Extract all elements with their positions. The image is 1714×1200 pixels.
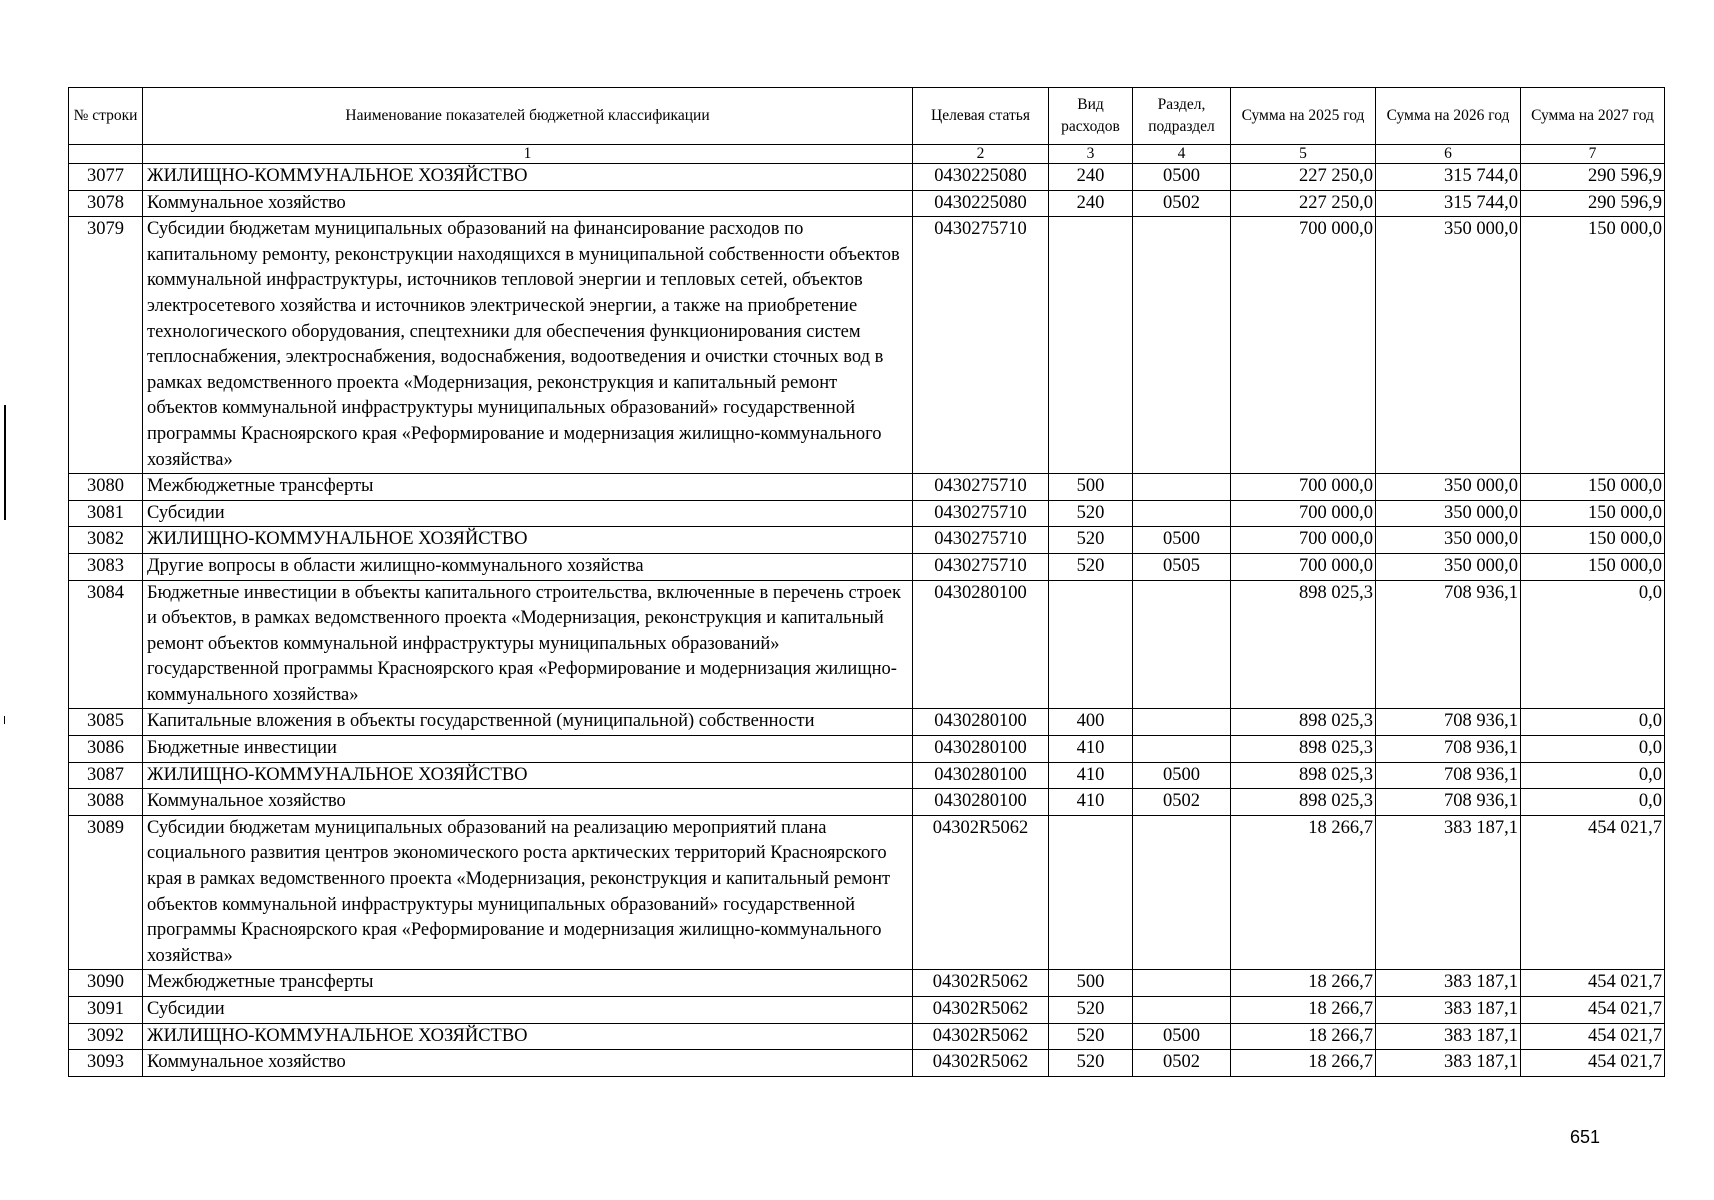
table-row (69, 997, 1665, 1024)
header-name: Наименование показателей бюджетной классификации (143, 88, 913, 145)
row-name: ЖИЛИЩНО-КОММУНАЛЬНОЕ ХОЗЯЙСТВО (143, 762, 913, 789)
row-section (1133, 580, 1231, 709)
row-expense-type: 520 (1049, 553, 1133, 580)
row-expense-type: 520 (1049, 1050, 1133, 1077)
row-section: 0500 (1133, 762, 1231, 789)
row-number: 3090 (69, 970, 143, 997)
column-number: 5 (1231, 145, 1376, 164)
row-sum-2025: 18 266,7 (1231, 970, 1376, 997)
column-number: 7 (1521, 145, 1665, 164)
table-row (69, 474, 1665, 501)
row-sum-2025: 18 266,7 (1231, 1023, 1376, 1050)
row-target-article: 04302R5062 (913, 815, 1049, 970)
row-expense-type (1049, 580, 1133, 709)
row-sum-2026: 708 936,1 (1376, 709, 1521, 736)
row-name: Коммунальное хозяйство (143, 789, 913, 816)
row-sum-2026: 383 187,1 (1376, 997, 1521, 1024)
row-sum-2025: 18 266,7 (1231, 815, 1376, 970)
column-number (69, 145, 143, 164)
table-row (69, 815, 1665, 970)
column-number: 1 (143, 145, 913, 164)
row-sum-2027: 454 021,7 (1521, 1050, 1665, 1077)
row-sum-2027: 150 000,0 (1521, 474, 1665, 501)
row-target-article: 0430280100 (913, 762, 1049, 789)
margin-mark-small (4, 716, 5, 724)
header-sum-2025: Сумма на 2025 год (1231, 88, 1376, 145)
row-expense-type: 410 (1049, 789, 1133, 816)
row-name: Коммунальное хозяйство (143, 190, 913, 217)
row-number: 3091 (69, 997, 143, 1024)
page-number: 651 (1570, 1127, 1601, 1147)
row-name: Межбюджетные трансферты (143, 474, 913, 501)
row-sum-2026: 350 000,0 (1376, 527, 1521, 554)
row-number: 3089 (69, 815, 143, 970)
row-sum-2026: 350 000,0 (1376, 553, 1521, 580)
table-row (69, 527, 1665, 554)
row-sum-2026: 315 744,0 (1376, 164, 1521, 191)
row-name: Капитальные вложения в объекты государственной (муниципальной) собственности (143, 709, 913, 736)
row-expense-type: 500 (1049, 474, 1133, 501)
row-target-article: 0430275710 (913, 500, 1049, 527)
row-sum-2025: 700 000,0 (1231, 217, 1376, 474)
table-row (69, 789, 1665, 816)
row-target-article: 0430280100 (913, 709, 1049, 736)
row-sum-2027: 0,0 (1521, 580, 1665, 709)
header-target: Целевая статья (913, 88, 1049, 145)
row-sum-2025: 700 000,0 (1231, 527, 1376, 554)
row-sum-2027: 454 021,7 (1521, 970, 1665, 997)
row-target-article: 0430275710 (913, 527, 1049, 554)
row-expense-type: 520 (1049, 1023, 1133, 1050)
row-number: 3085 (69, 709, 143, 736)
row-name: Коммунальное хозяйство (143, 1050, 913, 1077)
row-sum-2025: 18 266,7 (1231, 1050, 1376, 1077)
row-expense-type: 520 (1049, 527, 1133, 554)
row-target-article: 04302R5062 (913, 970, 1049, 997)
row-section (1133, 217, 1231, 474)
row-name: Бюджетные инвестиции (143, 736, 913, 763)
row-sum-2025: 700 000,0 (1231, 474, 1376, 501)
row-sum-2027: 150 000,0 (1521, 500, 1665, 527)
row-number: 3093 (69, 1050, 143, 1077)
row-expense-type: 520 (1049, 997, 1133, 1024)
table-row (69, 709, 1665, 736)
row-sum-2026: 350 000,0 (1376, 217, 1521, 474)
row-sum-2026: 708 936,1 (1376, 580, 1521, 709)
row-number: 3086 (69, 736, 143, 763)
row-target-article: 0430275710 (913, 474, 1049, 501)
row-sum-2026: 350 000,0 (1376, 474, 1521, 501)
row-name: Субсидии бюджетам муниципальных образований на финансирование расходов по капитальному ремонту, реконструкции находящихся в муниципальной собственности объектов коммунальной инфраструктуры, источников тепловой энергии и тепловых сетей, объектов электросетевого хозяйства и источников электрической энергии, а также на приобретение технологического оборудования, спецтехники для обеспечения функционирования систем теплоснабжения, электроснабжения, водоснабжения, водоотведения и очистки сточных вод в рамках ведомственного проекта «Модернизация, реконструкция и капитальный ремонт объектов коммунальной инфраструктуры муниципальных образований» государственной программы Красноярского края «Реформирование и модернизация жилищно-коммунального хозяйства» (143, 217, 913, 474)
row-sum-2026: 383 187,1 (1376, 970, 1521, 997)
row-expense-type (1049, 217, 1133, 474)
row-sum-2027: 150 000,0 (1521, 527, 1665, 554)
row-section (1133, 997, 1231, 1024)
margin-mark (4, 405, 6, 520)
row-section: 0500 (1133, 527, 1231, 554)
row-number: 3083 (69, 553, 143, 580)
row-sum-2026: 708 936,1 (1376, 736, 1521, 763)
row-name: ЖИЛИЩНО-КОММУНАЛЬНОЕ ХОЗЯЙСТВО (143, 527, 913, 554)
row-section (1133, 474, 1231, 501)
row-sum-2027: 0,0 (1521, 789, 1665, 816)
header-sum-2027: Сумма на 2027 год (1521, 88, 1665, 145)
column-number: 4 (1133, 145, 1231, 164)
row-sum-2027: 290 596,9 (1521, 190, 1665, 217)
row-expense-type: 520 (1049, 500, 1133, 527)
row-sum-2027: 150 000,0 (1521, 553, 1665, 580)
row-number: 3084 (69, 580, 143, 709)
row-sum-2025: 898 025,3 (1231, 580, 1376, 709)
table-row (69, 736, 1665, 763)
row-sum-2026: 708 936,1 (1376, 762, 1521, 789)
table-header-row (69, 88, 1665, 145)
column-number-row (69, 145, 1665, 164)
table-row (69, 1050, 1665, 1077)
row-sum-2027: 454 021,7 (1521, 1023, 1665, 1050)
row-section (1133, 815, 1231, 970)
row-target-article: 04302R5062 (913, 997, 1049, 1024)
row-sum-2026: 383 187,1 (1376, 1050, 1521, 1077)
row-sum-2025: 898 025,3 (1231, 709, 1376, 736)
row-number: 3081 (69, 500, 143, 527)
row-sum-2025: 700 000,0 (1231, 553, 1376, 580)
row-section (1133, 970, 1231, 997)
row-number: 3087 (69, 762, 143, 789)
row-number: 3092 (69, 1023, 143, 1050)
row-sum-2027: 0,0 (1521, 736, 1665, 763)
row-target-article: 04302R5062 (913, 1050, 1049, 1077)
row-target-article: 0430280100 (913, 580, 1049, 709)
row-target-article: 0430275710 (913, 217, 1049, 474)
row-name: Другие вопросы в области жилищно-коммунального хозяйства (143, 553, 913, 580)
row-section: 0505 (1133, 553, 1231, 580)
row-sum-2027: 0,0 (1521, 709, 1665, 736)
row-expense-type: 410 (1049, 762, 1133, 789)
row-name: ЖИЛИЩНО-КОММУНАЛЬНОЕ ХОЗЯЙСТВО (143, 164, 913, 191)
row-section: 0502 (1133, 1050, 1231, 1077)
row-number: 3088 (69, 789, 143, 816)
table-row (69, 580, 1665, 709)
header-sum-2026: Сумма на 2026 год (1376, 88, 1521, 145)
table-row (69, 970, 1665, 997)
row-expense-type (1049, 815, 1133, 970)
row-sum-2025: 227 250,0 (1231, 190, 1376, 217)
column-number: 3 (1049, 145, 1133, 164)
row-sum-2027: 150 000,0 (1521, 217, 1665, 474)
row-sum-2025: 227 250,0 (1231, 164, 1376, 191)
row-number: 3082 (69, 527, 143, 554)
row-name: Субсидии (143, 500, 913, 527)
row-sum-2027: 454 021,7 (1521, 815, 1665, 970)
column-number: 2 (913, 145, 1049, 164)
table-row (69, 164, 1665, 191)
table-row (69, 762, 1665, 789)
row-expense-type: 400 (1049, 709, 1133, 736)
row-target-article: 0430280100 (913, 736, 1049, 763)
header-expense-type: Вид расходов (1049, 88, 1133, 145)
row-number: 3078 (69, 190, 143, 217)
row-target-article: 0430280100 (913, 789, 1049, 816)
row-expense-type: 240 (1049, 164, 1133, 191)
row-section: 0502 (1133, 190, 1231, 217)
row-number: 3077 (69, 164, 143, 191)
row-sum-2025: 18 266,7 (1231, 997, 1376, 1024)
row-target-article: 0430275710 (913, 553, 1049, 580)
row-sum-2025: 898 025,3 (1231, 762, 1376, 789)
row-target-article: 04302R5062 (913, 1023, 1049, 1050)
row-target-article: 0430225080 (913, 164, 1049, 191)
row-sum-2025: 898 025,3 (1231, 736, 1376, 763)
row-sum-2025: 700 000,0 (1231, 500, 1376, 527)
header-section: Раздел, подраздел (1133, 88, 1231, 145)
row-section: 0502 (1133, 789, 1231, 816)
table-body (69, 164, 1665, 1077)
table-row (69, 500, 1665, 527)
row-name: Субсидии (143, 997, 913, 1024)
column-number: 6 (1376, 145, 1521, 164)
row-number: 3080 (69, 474, 143, 501)
row-sum-2027: 454 021,7 (1521, 997, 1665, 1024)
row-section (1133, 736, 1231, 763)
row-sum-2027: 290 596,9 (1521, 164, 1665, 191)
table-row (69, 190, 1665, 217)
row-sum-2026: 350 000,0 (1376, 500, 1521, 527)
row-name: Субсидии бюджетам муниципальных образований на реализацию мероприятий плана социального развития центров экономического роста арктических территорий Красноярского края в рамках ведомственного проекта «Модернизация, реконструкция и капитальный ремонт объектов коммунальной инфраструктуры муниципальных образований» государственной программы Красноярского края «Реформирование и модернизация жилищно-коммунального хозяйства» (143, 815, 913, 970)
row-sum-2026: 383 187,1 (1376, 1023, 1521, 1050)
row-expense-type: 410 (1049, 736, 1133, 763)
row-name: ЖИЛИЩНО-КОММУНАЛЬНОЕ ХОЗЯЙСТВО (143, 1023, 913, 1050)
table-row (69, 553, 1665, 580)
row-target-article: 0430225080 (913, 190, 1049, 217)
row-sum-2026: 315 744,0 (1376, 190, 1521, 217)
row-name: Бюджетные инвестиции в объекты капитального строительства, включенные в перечень строек и объектов, в рамках ведомственного проекта «Модернизация, реконструкция и капитальный ремонт объектов коммунальной инфраструктуры муниципальных образований» государственной программы Красноярского края «Реформирование и модернизация жилищно-коммунального хозяйства» (143, 580, 913, 709)
row-section (1133, 709, 1231, 736)
table-row (69, 1023, 1665, 1050)
row-expense-type: 500 (1049, 970, 1133, 997)
row-sum-2025: 898 025,3 (1231, 789, 1376, 816)
row-expense-type: 240 (1049, 190, 1133, 217)
row-section: 0500 (1133, 164, 1231, 191)
header-row-no: № строки (69, 88, 143, 145)
row-number: 3079 (69, 217, 143, 474)
row-sum-2026: 383 187,1 (1376, 815, 1521, 970)
table-row (69, 217, 1665, 474)
row-sum-2027: 0,0 (1521, 762, 1665, 789)
row-section (1133, 500, 1231, 527)
row-name: Межбюджетные трансферты (143, 970, 913, 997)
row-sum-2026: 708 936,1 (1376, 789, 1521, 816)
budget-table (68, 87, 1665, 1077)
row-section: 0500 (1133, 1023, 1231, 1050)
